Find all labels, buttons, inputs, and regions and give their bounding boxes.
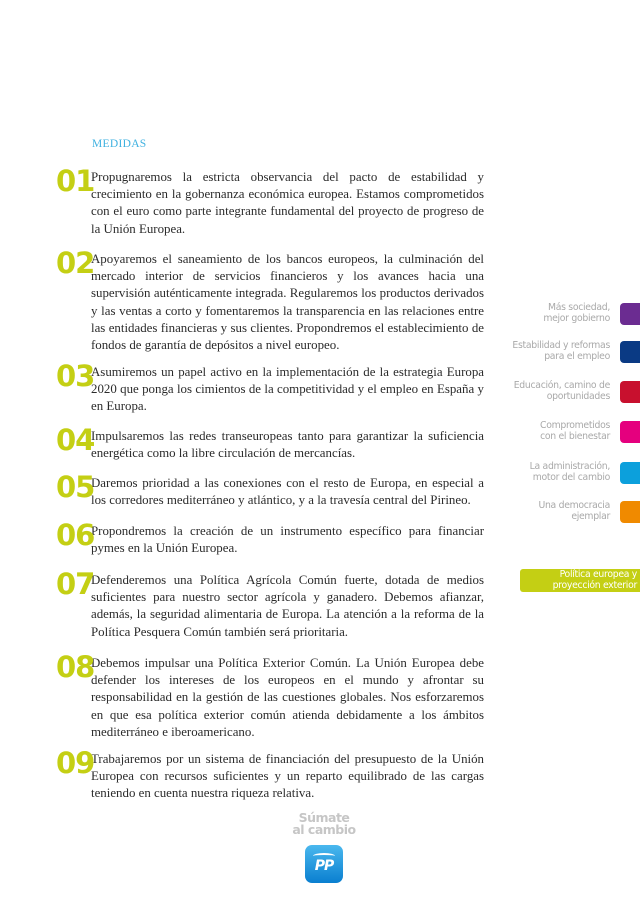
nav-label-line: Más sociedad, [547,302,610,313]
nav-label-line: motor del cambio [532,472,610,483]
measure-text: Debemos impulsar una Política Exterior Común. La Unión Europea debe defender los intereses de los europeos en el mundo y afrontar su responsabilidad en la gestión de las cuestiones globales. Nos esforzaremos en que esa política exterior común atienda debidamente a los ámbitos mediterráneo e iberoamericano. [91,656,484,739]
nav-color-tab[interactable] [620,341,640,363]
nav-item-bienestar[interactable] [480,420,640,446]
measure-item [56,518,484,557]
measure-text: Apoyaremos el saneamiento de los bancos europeos, la culminación del mercado interior de servicios financieros y los avances hacia una supervisión auténticamente integrada. Regularemos los productos derivados y las ventas a corto y fomentaremos la transparencia en las relaciones entre las entidades financieras y sus clientes. Propondremos el establecimiento de fondos de garantía de depósitos a nivel europeo. [91,252,484,353]
nav-label-line: proyección exterior [552,580,637,591]
section-heading: MEDIDAS [92,138,147,150]
measure-item [56,567,484,641]
nav-label-line: mejor gobierno [543,313,610,324]
logo-text: PP [314,858,334,874]
slogan-line: Súmate [298,810,350,825]
nav-label-line: Estabilidad y reformas [512,340,610,351]
measure-number: 09 [56,746,95,780]
nav-item-politica-europea-active[interactable] [520,569,640,592]
nav-label-line: para el empleo [544,351,610,362]
measure-text: Asumiremos un papel activo en la implementación de la estrategia Europa 2020 que ponga los cimientos de la competitividad y el empleo en España y en Europa. [91,365,484,414]
nav-color-tab[interactable] [620,462,640,484]
nav-item-mas-sociedad[interactable] [480,302,640,328]
nav-label-line: Una democracia [538,500,610,511]
measure-item [56,650,484,741]
footer-branding [285,812,363,883]
nav-label-line: con el bienestar [540,431,610,442]
pp-logo [305,845,343,883]
measure-item [56,246,484,354]
measure-number: 05 [56,470,95,504]
nav-item-democracia[interactable] [480,500,640,526]
measure-item [56,746,484,803]
measure-number: 01 [56,164,95,198]
nav-color-tab[interactable] [620,381,640,403]
measure-number: 02 [56,246,95,280]
nav-item-administracion[interactable] [480,461,640,487]
nav-color-tab[interactable] [620,501,640,523]
nav-color-tab[interactable] [620,303,640,325]
nav-label-line: La administración, [529,461,610,472]
nav-label-line: ejemplar [571,511,610,522]
nav-label-line: Comprometidos [540,420,610,431]
slogan-line: al cambio [292,822,356,837]
measure-number: 08 [56,650,95,684]
nav-label-line: oportunidades [546,391,610,402]
measure-text: Impulsaremos las redes transeuropeas tanto para garantizar la suficiencia energética como la libre circulación de mercancías. [91,429,484,461]
measure-text: Daremos prioridad a las conexiones con el resto de Europa, en especial a los corredores mediterráneo y atlántico, y a la travesía central del Pirineo. [91,476,484,508]
nav-label-line: Educación, camino de [513,380,610,391]
nav-color-tab[interactable] [620,421,640,443]
nav-item-estabilidad[interactable] [480,340,640,366]
nav-item-educacion[interactable] [480,380,640,406]
measure-number: 04 [56,423,95,457]
slogan [285,812,363,836]
measure-text: Propondremos la creación de un instrumento específico para financiar pymes en la Unión Europea. [91,524,484,556]
measure-text: Trabajaremos por un sistema de financiación del presupuesto de la Unión Europea con recursos suficientes y un reparto equilibrado de las cargas teniendo en cuenta nuestra riqueza relativa. [91,752,484,801]
nav-label-line: Política europea y [559,569,637,580]
measure-number: 07 [56,567,95,601]
measure-number: 03 [56,359,95,393]
measure-item [56,470,484,509]
measure-item [56,164,484,238]
measure-text: Defenderemos una Política Agrícola Común fuerte, dotada de medios suficientes para nuestro sector agrícola y ganadero. Debemos afianzar, además, la seguridad alimentaria de Europa. La atención a la reforma de la Política Pesquera Común también será prioritaria. [91,573,484,639]
measure-text: Propugnaremos la estricta observancia del pacto de estabilidad y crecimiento en la gobernanza económica europea. Estamos comprometidos con el euro como parte integrante fundamental del proyecto de progreso de la Unión Europea. [91,170,484,236]
measure-number: 06 [56,518,95,552]
measure-item [56,423,484,462]
measure-item [56,359,484,416]
